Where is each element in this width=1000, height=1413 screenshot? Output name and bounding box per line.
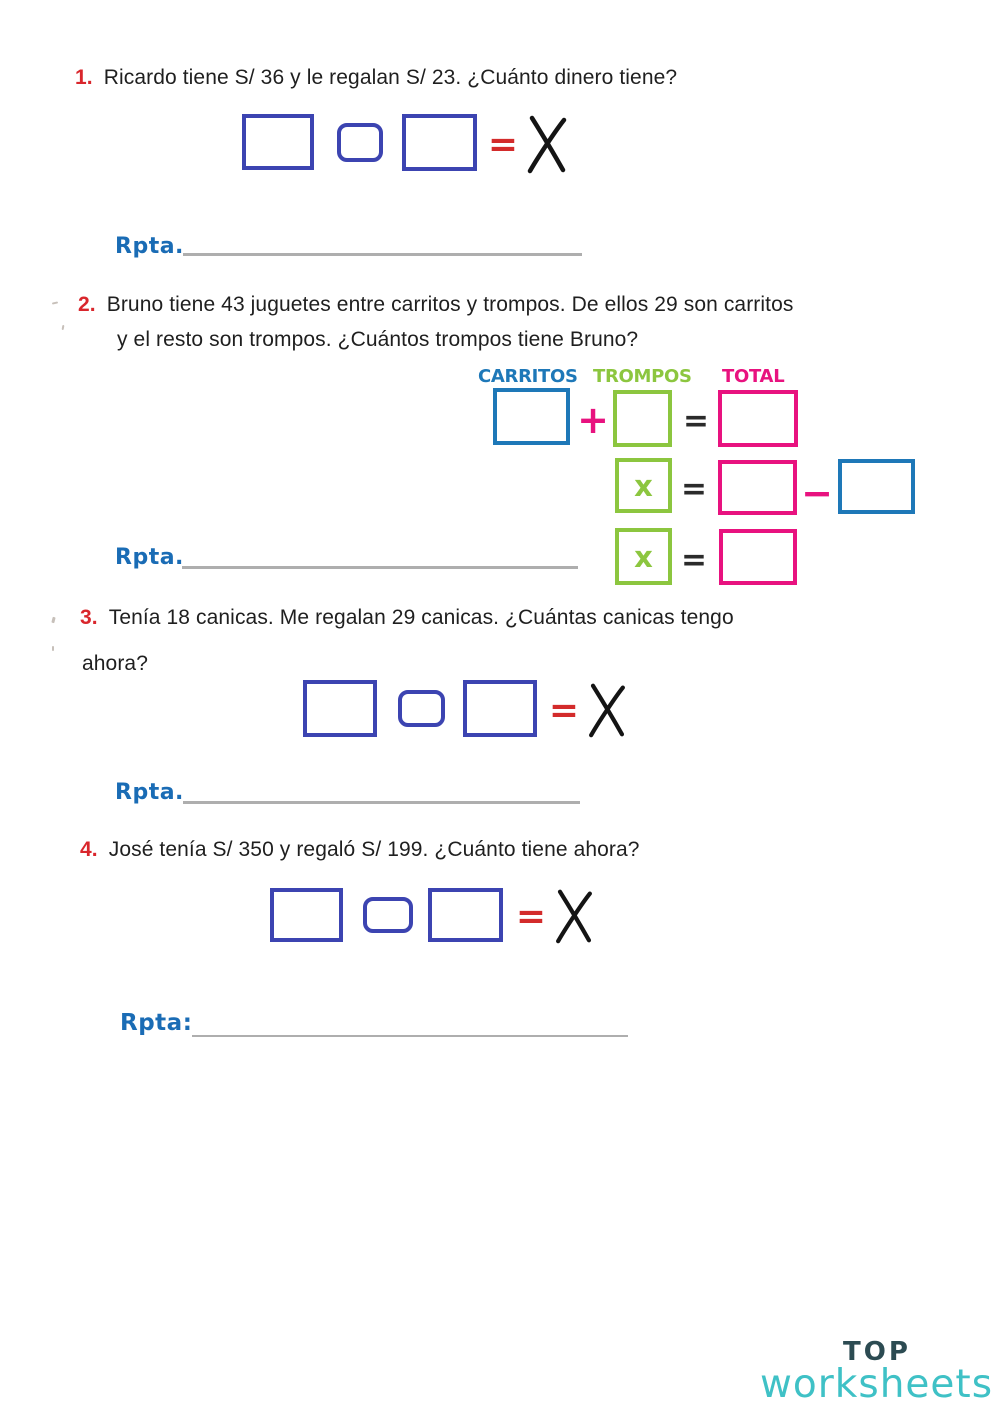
header-carritos: CARRITOS [478, 366, 578, 387]
equals-sign: = [681, 541, 707, 578]
equals-sign: = [515, 896, 547, 937]
header-total: TOTAL [722, 366, 785, 387]
problem-statement [75, 66, 677, 90]
plus-sign: + [577, 398, 609, 442]
problem-number: 1. [75, 66, 93, 89]
result-box[interactable] [719, 529, 797, 585]
problem-number: 3. [80, 606, 98, 629]
minus-sign: − [801, 471, 833, 515]
answer-line[interactable] [183, 801, 580, 804]
rpta-label: Rpta: [120, 1010, 193, 1036]
answer-box-second[interactable] [402, 114, 477, 171]
scan-artifact [52, 301, 58, 304]
x-box[interactable] [615, 458, 672, 513]
handwritten-x-icon [585, 682, 629, 738]
answer-box-second[interactable] [428, 888, 503, 942]
equals-sign: = [548, 690, 580, 731]
answer-line[interactable] [183, 253, 582, 256]
equals-sign: = [683, 402, 709, 439]
operator-box[interactable] [363, 897, 413, 933]
rpta-label: Rpta. [115, 780, 184, 805]
total-box[interactable] [718, 460, 797, 515]
x-box[interactable] [615, 528, 672, 585]
answer-box-first[interactable] [270, 888, 343, 942]
scan-artifact [62, 325, 65, 330]
handwritten-x-icon [552, 888, 596, 944]
scan-artifact [51, 617, 55, 624]
answer-box-first[interactable] [242, 114, 314, 170]
problem-number: 4. [80, 838, 98, 861]
answer-line[interactable] [192, 1035, 628, 1037]
problem-text: Ricardo tiene S/ 36 y le regalan S/ 23. ¿Cuánto dinero tiene? [103, 66, 678, 89]
problem-text: Tenía 18 canicas. Me regalan 29 canicas. ¿Cuántas canicas tengo [108, 606, 734, 629]
answer-line[interactable] [182, 566, 578, 569]
x-mark: x [634, 539, 653, 574]
answer-box-second[interactable] [463, 680, 537, 737]
problem-text-line2: ahora? [82, 652, 148, 675]
operator-box[interactable] [398, 690, 445, 727]
equals-sign: = [681, 470, 707, 507]
problem-text: José tenía S/ 350 y regaló S/ 199. ¿Cuánto tiene ahora? [108, 838, 640, 861]
problem-statement [80, 606, 734, 630]
header-trompos: TROMPOS [593, 366, 692, 387]
rpta-label: Rpta. [115, 234, 184, 259]
carritos-box[interactable] [838, 459, 915, 514]
handwritten-x-icon [524, 114, 570, 174]
problem-statement [80, 838, 640, 862]
problem-text-line2: y el resto son trompos. ¿Cuántos trompos tiene Bruno? [117, 328, 639, 351]
problem-number: 2. [78, 293, 96, 316]
problem-statement [78, 293, 793, 317]
carritos-box[interactable] [493, 388, 570, 445]
logo-bottom-text: worksheets [760, 1362, 994, 1407]
scan-artifact [52, 646, 54, 651]
rpta-label: Rpta. [115, 545, 184, 570]
problem-text: Bruno tiene 43 juguetes entre carritos y trompos. De ellos 29 son carritos [106, 293, 794, 316]
x-mark: x [634, 468, 653, 503]
equals-sign: = [487, 124, 519, 165]
total-box[interactable] [718, 390, 798, 447]
operator-box[interactable] [337, 123, 383, 162]
answer-box-first[interactable] [303, 680, 377, 737]
logo-top-text: TOP [843, 1337, 911, 1367]
trompos-box[interactable] [613, 390, 672, 447]
